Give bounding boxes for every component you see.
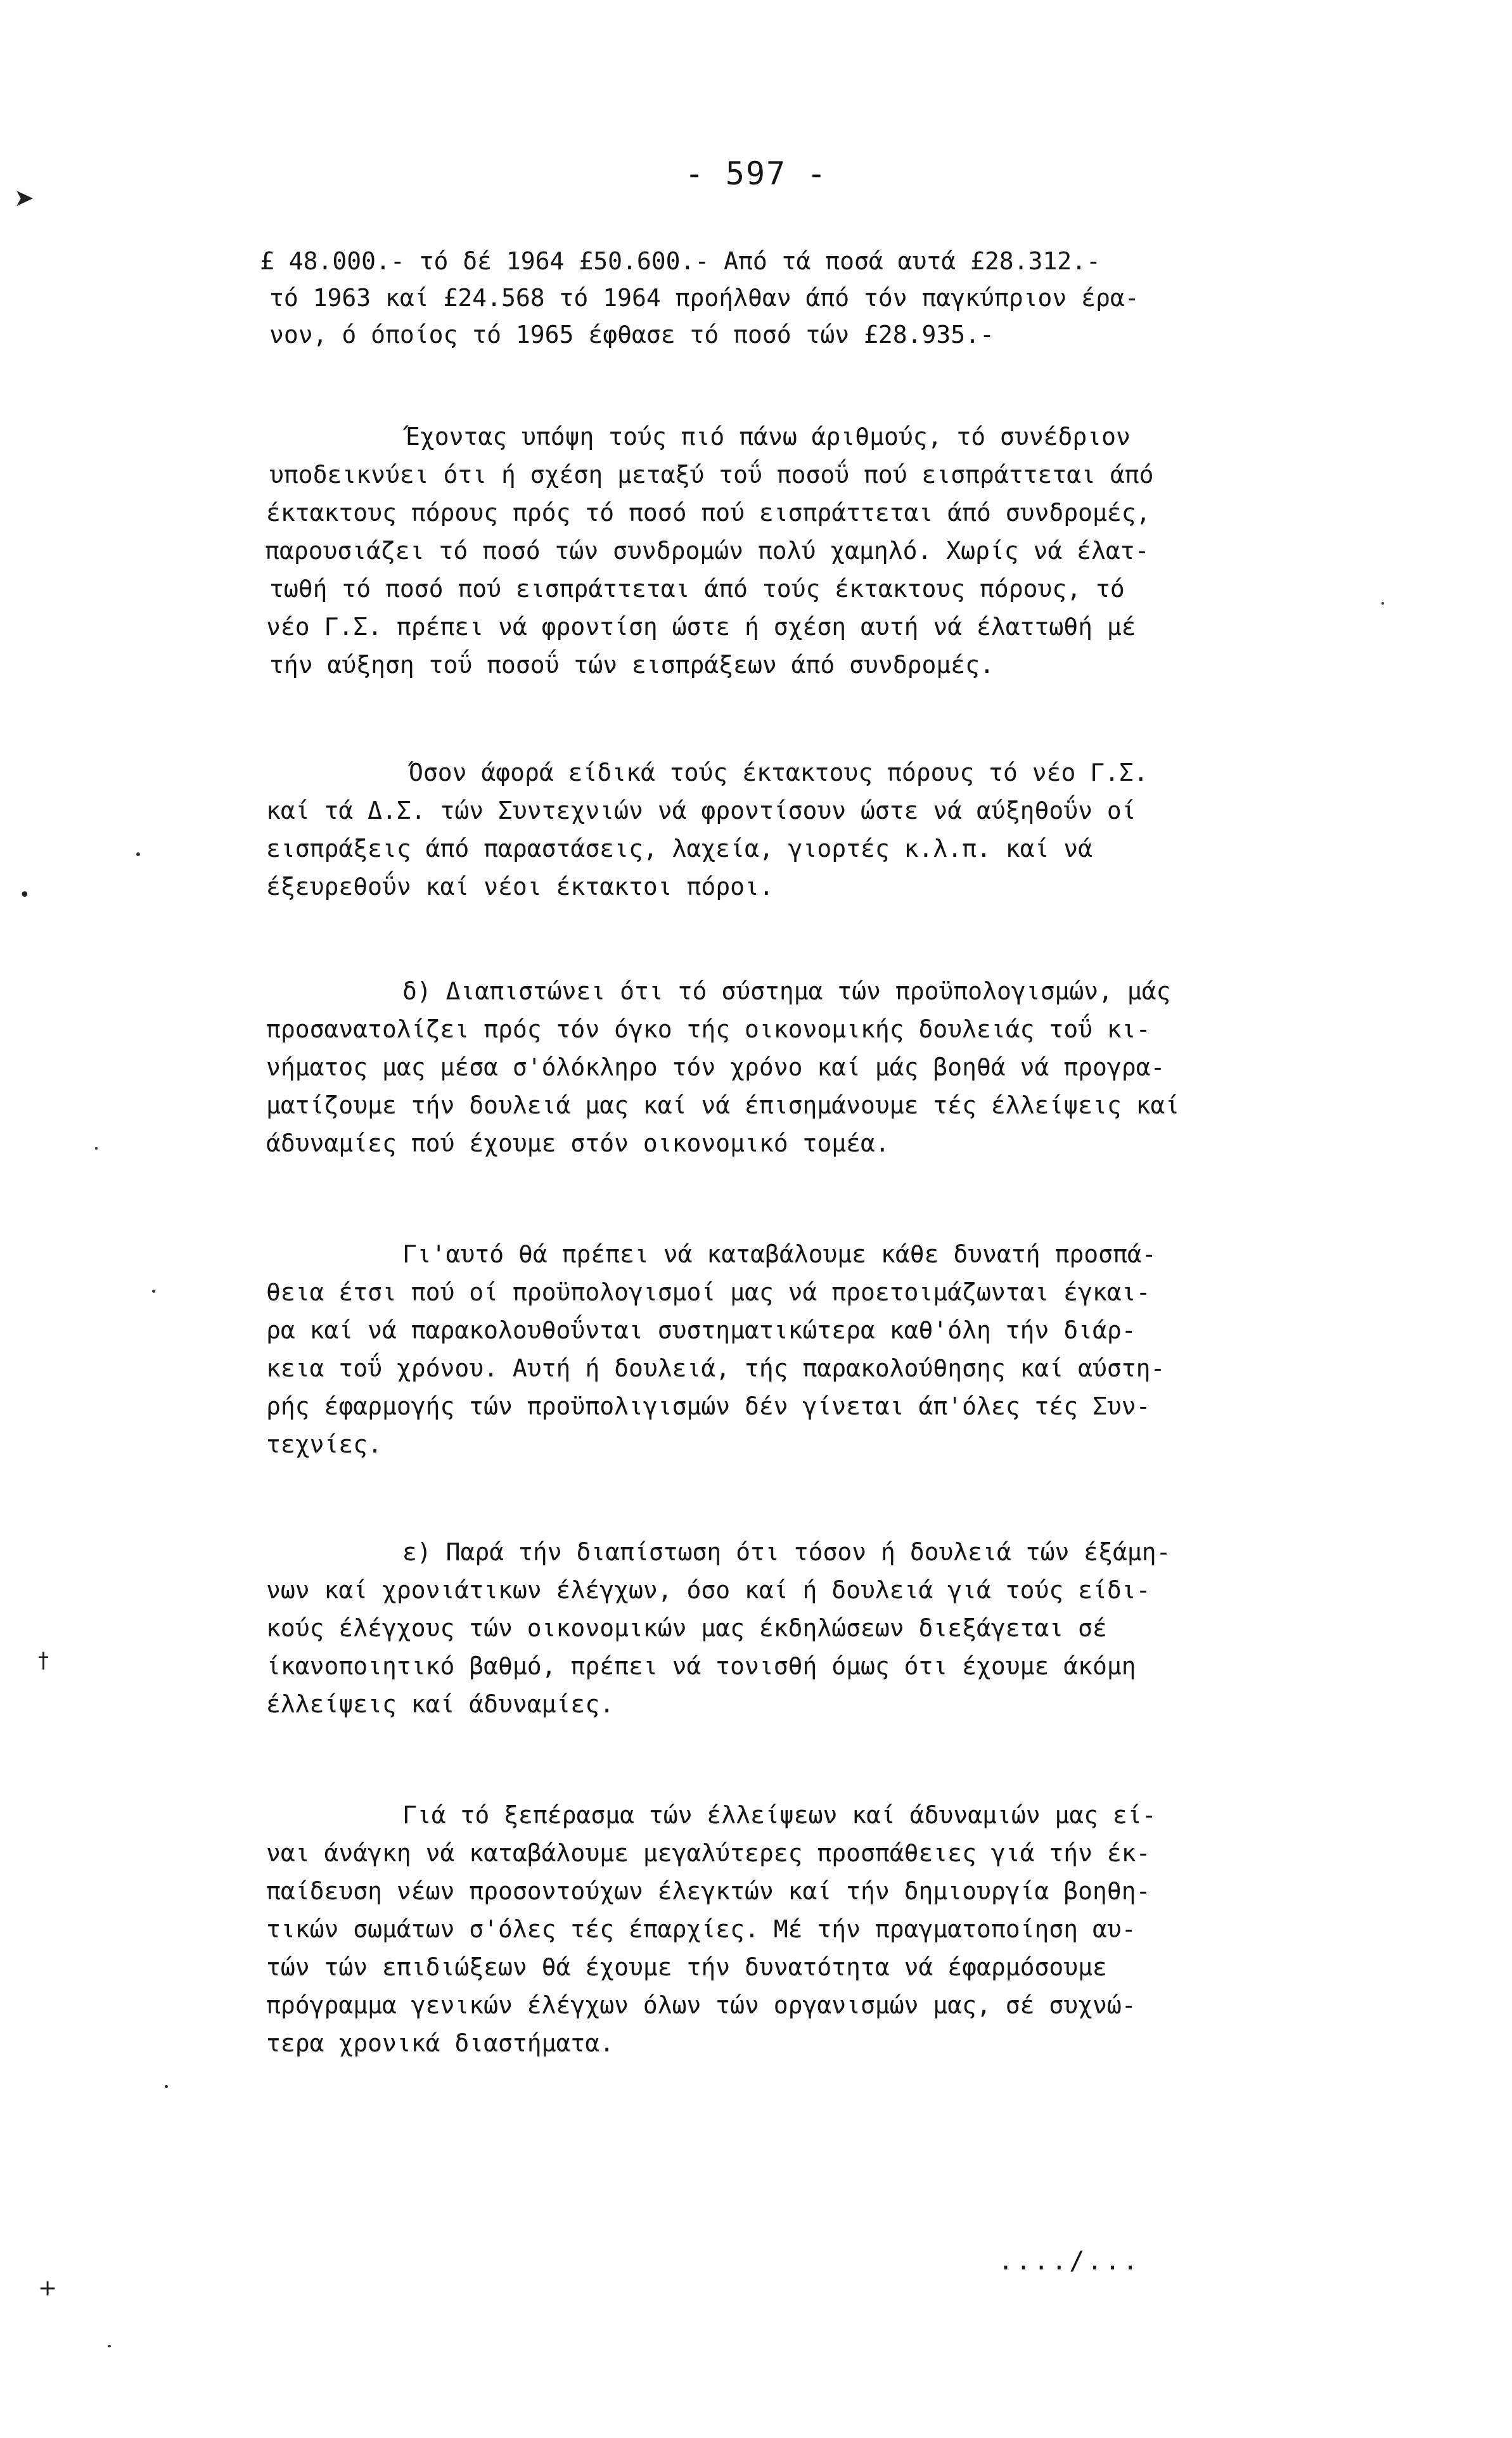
text-line: ματίζουμε τήν δουλειά μας καί νά έπισημάνουμε τές έλλείψεις καί — [266, 1091, 1180, 1119]
text-line: κεια τοΰ χρόνου. Αυτή ή δουλειά, τής παρακολούθησης καί αύστη- — [266, 1354, 1165, 1382]
text-line: έλλείψεις καί άδυναμίες. — [266, 1690, 615, 1718]
scan-speck — [95, 1147, 98, 1150]
text-line: νέο Γ.Σ. πρέπει νά φροντίση ώστε ή σχέση αυτή νά έλαττωθή μέ — [266, 613, 1136, 641]
text-line: δ) Διαπιστώνει ότι τό σύστημα τών προϋπολογισμών, μάς — [402, 977, 1171, 1005]
text-line: έξευρεθοΰν καί νέοι έκτακτοι πόροι. — [266, 873, 774, 901]
text-line: πρόγραμμα γενικών έλέγχων όλων τών οργανισμών μας, σέ συχνώ- — [266, 1991, 1136, 2019]
text-line: παρουσιάζει τό ποσό τών συνδρομών πολύ χαμηλό. Χωρίς νά έλατ- — [265, 537, 1150, 565]
text-line: τήν αύξηση τοΰ ποσοΰ τών εισπράξεων άπό συνδρομές. — [269, 651, 994, 679]
text-line: νον, ό όποίος τό 1965 έφθασε τό ποσό τών £28.935.- — [269, 321, 994, 349]
text-line: ρής έφαρμογής τών προϋπολιγισμών δέν γίνεται άπ'όλες τές Συν- — [266, 1392, 1151, 1420]
text-line: προσανατολίζει πρός τόν όγκο τής οικονομικής δουλειάς τοΰ κι- — [266, 1015, 1151, 1043]
text-line: ίκανοποιητικό βαθμό, πρέπει νά τονισθή όμως ότι έχουμε άκόμη — [266, 1652, 1136, 1680]
text-line: Έχοντας υπόψη τούς πιό πάνω άριθμούς, τό συνέδριον — [406, 423, 1131, 451]
text-line: £ 48.000.- τό δέ 1964 £50.600.- Από τά ποσά αυτά £28.312.- — [260, 247, 1101, 275]
text-line: Γι'αυτό θά πρέπει νά καταβάλουμε κάθε δυνατή προσπά- — [402, 1240, 1156, 1268]
text-line: τό 1963 καί £24.568 τό 1964 προήλθαν άπό τόν παγκύπριον έρα- — [269, 284, 1139, 312]
text-line: τερα χρονικά διαστήματα. — [266, 2029, 615, 2057]
text-line: εισπράξεις άπό παραστάσεις, λαχεία, γιορτές κ.λ.π. καί νά — [266, 835, 1093, 863]
scan-arrow-mark: ➤ — [14, 184, 34, 212]
scan-speck — [165, 2085, 168, 2088]
text-line: παίδευση νέων προσοντούχων έλεγκτών καί τήν δημιουργία βοηθη- — [266, 1877, 1151, 1905]
page-number: - 597 - — [684, 155, 828, 192]
text-line: κούς έλέγχους τών οικονομικών μας έκδηλώσεων διεξάγεται σέ — [266, 1614, 1107, 1642]
text-line: ναι άνάγκη νά καταβάλουμε μεγαλύτερες προσπάθειες γιά τήν έκ- — [266, 1839, 1151, 1867]
continuation-mark: ..../... — [998, 2247, 1141, 2276]
text-line: Όσον άφορά είδικά τούς έκτακτους πόρους τό νέο Γ.Σ. — [409, 759, 1148, 786]
text-line: καί τά Δ.Σ. τών Συντεχνιών νά φροντίσουν ώστε νά αύξηθοΰν οί — [266, 797, 1136, 824]
scan-speck — [152, 1290, 155, 1293]
text-line: Γιά τό ξεπέρασμα τών έλλείψεων καί άδυναμιών μας εί- — [402, 1801, 1156, 1829]
text-line: νήματος μας μέσα σ'όλόκληρο τόν χρόνο καί μάς βοηθά νά προγρα- — [266, 1053, 1165, 1081]
text-line: τωθή τό ποσό πού εισπράττεται άπό τούς έκτακτους πόρους, τό — [269, 575, 1125, 603]
text-line: νων καί χρονιάτικων έλέγχων, όσο καί ή δουλειά γιά τούς είδι- — [266, 1576, 1151, 1604]
text-line: ε) Παρά τήν διαπίστωση ότι τόσον ή δουλειά τών έξάμη- — [402, 1538, 1171, 1566]
scan-speck — [136, 852, 140, 856]
scan-margin-mark: • — [19, 884, 30, 906]
text-line: υποδεικνύει ότι ή σχέση μεταξύ τοΰ ποσοΰ πού εισπράττεται άπό — [269, 461, 1154, 489]
scan-margin-mark: + — [38, 2275, 58, 2301]
text-line: ρα καί νά παρακολουθοΰνται συστηματικώτερα καθ'όλη τήν διάρ- — [266, 1316, 1136, 1344]
text-line: άδυναμίες πού έχουμε στόν οικονομικό τομέα. — [266, 1129, 890, 1157]
text-line: τικών σωμάτων σ'όλες τές έπαρχίες. Μέ τήν πραγματοποίηση αυ- — [266, 1915, 1136, 1943]
scan-margin-mark: † — [38, 1648, 49, 1673]
scan-speck — [108, 2345, 111, 2347]
text-line: θεια έτσι πού οί προϋπολογισμοί μας νά προετοιμάζωνται έγκαι- — [266, 1278, 1151, 1306]
scan-speck — [1381, 602, 1384, 605]
text-line: έκτακτους πόρους πρός τό ποσό πού εισπράττεται άπό συνδρομές, — [266, 499, 1151, 527]
text-line: τεχνίες. — [266, 1430, 383, 1458]
text-line: τών τών επιδιώξεων θά έχουμε τήν δυνατότητα νά έφαρμόσουμε — [266, 1953, 1107, 1981]
